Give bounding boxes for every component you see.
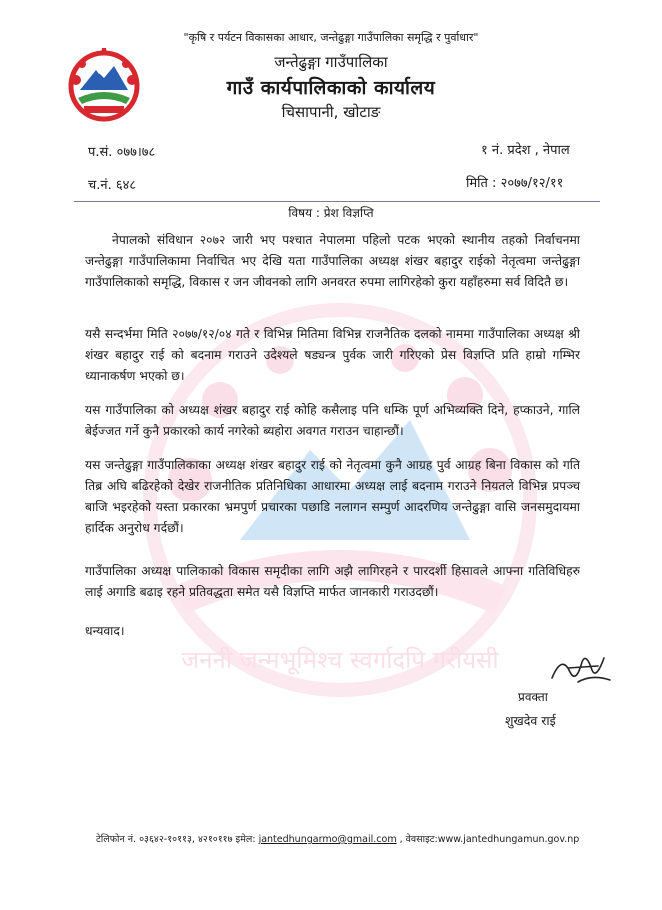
- footer-email-link[interactable]: jantedhungarmo@gmail.com: [258, 834, 397, 845]
- signatory-name: शुखदेव राई: [505, 713, 556, 728]
- signatory-title: प्रवक्ता: [518, 690, 548, 704]
- office-location: चिसापानी, खोटाङ: [281, 103, 381, 121]
- patra-sankhya: प.सं. ०७७।७८: [88, 145, 156, 160]
- office-title: गाउँ कार्यपालिकाको कार्यालय: [226, 77, 436, 99]
- paragraph-4: यस जन्तेढुङ्गा गाउँपालिकाका अध्यक्ष शंखर बहादुर राई को नेतृत्वमा कुनै आग्रह पुर्व आग्रह बिना विकास को गति तिब्र अघि बढिरहेको देखेर राजनीतिक प्रतिनिधिका आधारमा अध्यक्ष लाई बदनाम गराउने नियतले विभिन्न प्रपञ्च बाजि भइरहेको यस्ता प्रकारका भ्रमपुर्ण प्रचारका पछाडि नलागन सम्पुर्ण आदरणिय जन्तेढुङ्गा वासि जनसमुदायमा हार्दिक अनुरोध गर्दछौं।: [85, 458, 580, 535]
- paragraph-2: यसै सन्दर्भमा मिति २०७७/१२/०४ गते र विभिन्न मितिमा विभिन्न राजनैतिक दलको नाममा गाउँपालिका अध्यक्ष श्री शंखर बहादुर राई को बदनाम गराउने उदेश्यले षड्यन्त्र पुर्वक जारी गरिएको प्रेस विज्ञप्ति प्रति हाम्रो गम्भिर ध्यानाकर्षण भएको छ।: [85, 327, 580, 383]
- letter-date: मिति : २०७७/१२/११: [466, 176, 564, 191]
- paragraph-3: यस गाउँपालिका को अध्यक्ष शंखर बहादुर राई कोहि कसैलाइ पनि धम्कि पूर्ण अभिव्यक्ति दिने, हप्काउने, गालि बेईज्जत गर्ने कुनै प्रकारको कार्य नगरेको ब्यहोरा अवगत गराउन चाहान्छौं।: [85, 403, 580, 438]
- footer-phone: टेलिफोन नं. ०३६४२-१०११३, ४२१०११७ इमेल:: [96, 834, 256, 845]
- paragraph-1: नेपालको संविधान २०७२ जारी भए पश्चात नेपालमा पहिलो पटक भएको स्थानीय तहको निर्वाचनमा जन्तेढुङ्गा गाउँपालिकामा निर्वाचित भए देखि यता गाउँपालिका अध्यक्ष शंखर बहादुर राईको नेतृत्वमा जन्तेढुङ्गा गाउँपालिकाको समृद्धि, विकास र जन जीवनको लागि अनवरत रुपमा लागिरहेको कुरा यहाँहरुमा सर्व विदितै छ।: [85, 233, 580, 289]
- header-divider: [74, 201, 600, 202]
- municipality-name: जन्तेढुङ्गा गाउँपालिका: [274, 53, 388, 71]
- province-label: १ नं. प्रदेश , नेपाल: [481, 143, 570, 158]
- handwritten-signature: [548, 648, 618, 688]
- chalani-number: च.नं. ६४८: [88, 178, 137, 193]
- subject-line: विषय : प्रेश विज्ञप्ति: [288, 206, 374, 220]
- slogan: "कृषि र पर्यटन विकासका आधार, जन्तेढुङ्गा गाउँपालिका समृद्धि र पुर्वाधार": [183, 31, 479, 44]
- watermark-motto: जननी जन्मभूमिश्च स्वर्गादपि गरीयसी: [181, 646, 499, 674]
- footer-website: , वेवसाइट:www.jantedhungamun.gov.np: [399, 834, 580, 845]
- closing-thanks: धन्यवाद।: [85, 624, 125, 638]
- contact-footer: [96, 832, 579, 845]
- paragraph-5: गाउँपालिका अध्यक्ष पालिकाको विकास समृदीका लागि अझै लागिरहने र पारदर्शी हिसावले आफ्ना गतिविधिहरु लाई अगाडि बढाइ रहने प्रतिवद्धता समेत यसै विज्ञप्ति मार्फत जानकारी गराउदछौं।: [85, 564, 580, 599]
